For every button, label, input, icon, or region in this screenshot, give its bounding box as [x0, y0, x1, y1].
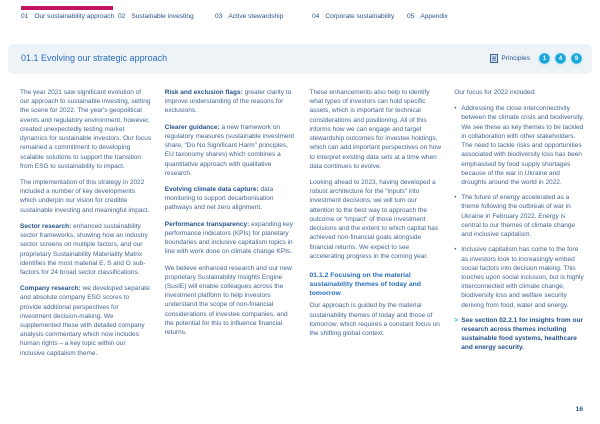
paragraph — [20, 284, 152, 358]
paragraph-text: a new framework on regulatory measures (sustainable investment share, “Do No Significant Harm” principles, EU taxonomy shares) which combines a quantitative approach with qualitative research. — [164, 123, 295, 177]
nav-item-sustainable-investing[interactable] — [118, 13, 194, 20]
nav-item-label: Corporate sustainability — [325, 13, 395, 20]
paragraph-text: The year 2021 saw significant evolution of our approach to sustainable investing, setting the scene for 2022. The year's geopolitical events and regulatory environment, however, created unexpectedly testing market dynamics for sustainable investors. Our focus remained a commitment to developing scalable solutions to support the transition from ESG to sustainability to impact. — [20, 89, 152, 170]
list-item-text: Inclusive capitalism has come to the fore as investors look to increasingly embed social factors into decision making. This touches upon social inclusion, but is highly interconnected with climate change, biodiversity loss and welfare security deriving from food, water and energy. — [461, 246, 584, 309]
section-header-band — [8, 44, 592, 74]
text-column-1 — [20, 88, 152, 365]
focus-list-intro: Our focus for 2022 included: — [454, 89, 536, 96]
paragraph-lead: Company research: — [20, 285, 81, 293]
nav-item-label: Appendix — [420, 13, 448, 20]
text-column-4 — [454, 88, 586, 365]
paragraph-lead: Risk and exclusion flags: — [164, 89, 243, 96]
nav-item-corporate-sustainability[interactable] — [312, 13, 394, 20]
bullet-icon: • — [454, 105, 457, 113]
paragraph-text: Our approach is guided by the material sustainability themes of today and those of tomorrow, which requires a constant focus on the shifting global context. — [309, 302, 440, 338]
nav-item-number: 04 — [312, 13, 320, 20]
paragraph-text: enhanced sustainability sector frameworks, showing how an industry sector screens on multiple factors, and our proprietary Sustainability Materiality Matrix identifies the most material E, S and G sub-factors for 24 broad sector classifications. — [20, 222, 148, 276]
nav-item-number: 02 — [118, 13, 126, 20]
paragraph — [165, 88, 297, 116]
paragraph-lead: Sector research: — [20, 222, 72, 230]
principles-group — [490, 52, 583, 65]
paragraph — [310, 178, 442, 261]
nav-item-label: Sustainable investing — [131, 13, 194, 20]
paragraph — [20, 222, 152, 277]
paragraph-text: The implementation of this strategy in 2022 included a number of key developments which underpin our vision for credible sustainable investing and meaningful impact. — [20, 178, 150, 214]
nav-item-label: Our sustainability approach — [34, 13, 115, 20]
paragraph-text: data monitoring to support decarbonisation pathways and net zero alignment. — [164, 185, 274, 212]
list-item — [454, 193, 586, 239]
paragraph-text: greater clarity to improve understanding of the reasons for exclusions. — [164, 89, 292, 115]
bullet-icon: • — [454, 194, 457, 202]
top-navigation — [0, 0, 600, 30]
paragraph — [310, 301, 442, 338]
paragraph-text: Looking ahead to 2023, having developed a robust architecture for the “inputs” into investment decisions, we will turn our attention to the best way to approach the outcome or “impact” of those investment decisions and the extent to which capital has achieved non-financial goals alongside financial returns. We expect to see accelerating progress in the coming year. — [309, 178, 439, 260]
nav-item-active-stewardship[interactable] — [215, 13, 283, 20]
list-item — [454, 245, 586, 310]
paragraph-lead: Evolving climate data capture: — [164, 185, 259, 193]
content-columns — [20, 88, 586, 365]
paragraph-lead: Performance transparency: — [164, 220, 250, 228]
paragraph — [20, 88, 152, 171]
paragraph-lead: Clearer guidance: — [164, 123, 220, 131]
principles-label: Principles — [501, 55, 530, 62]
principle-badge-9[interactable]: 9 — [570, 52, 583, 65]
list-item-text: Addressing the close interconnectivity between the climate crisis and biodiversity. We see these as key themes to be tackled in collaboration with other stakeholders. The need to tackle risks and opportunities associated with biodiversity loss has been emphasised by food supply shortages because of the war in Ukraine and droughts around the world in 2022. — [461, 105, 584, 186]
paragraph — [165, 264, 297, 338]
principle-badge-4[interactable]: 4 — [554, 52, 567, 65]
subsection-heading: 01.1.2 Focusing on the material sustainability themes of today and tomorrow — [309, 271, 421, 298]
nav-item-label: Active stewardship — [228, 13, 284, 20]
chevron-right-icon: > — [454, 316, 459, 324]
principles-document-icon — [490, 54, 498, 63]
paragraph-text: we developed separate and absolute company ESG scores to provide additional perspectives for investment decision-making. We supplemented these with detailed company analysis commentary which now includes human rights – a key topic within our inclusive capitalism theme. — [20, 285, 150, 357]
paragraph — [20, 178, 152, 215]
list-item — [454, 104, 586, 187]
bullet-icon: • — [454, 246, 457, 254]
page-number: 16 — [575, 406, 583, 413]
paragraph-text: expanding key performance indicators (KPIs) for planetary boundaries and inclusive capitalism topics in line with work done on climate change KPIs. — [164, 220, 294, 256]
nav-item-our-sustainability-approach[interactable] — [21, 13, 114, 20]
nav-item-number: 05 — [407, 13, 415, 20]
nav-item-number: 03 — [215, 13, 223, 20]
paragraph — [310, 88, 442, 171]
active-tab-accent-bar — [21, 6, 113, 10]
text-column-3 — [310, 88, 442, 365]
see-section-link[interactable] — [454, 316, 586, 353]
nav-item-appendix[interactable] — [407, 13, 448, 20]
list-item-text: The future of energy accelerated as a theme following the outbreak of war in Ukraine in February 2022. Energy is central to our themes of climate change and inclusive capitalism. — [461, 194, 576, 239]
paragraph — [165, 185, 297, 213]
paragraph-text: We believe enhanced research and our new proprietary Sustainability Insights Engine (SusIE) will enable colleagues across the investment platform to help investors understand the scope of non-financial considerations of investee companies, and the potential for this to influence financial returns. — [164, 264, 292, 337]
nav-item-number: 01 — [21, 13, 29, 20]
page-title: 01.1 Evolving our strategic approach — [21, 53, 168, 63]
paragraph-text: These enhancements also help to identify what types of investors can hold specific assets, which is important for technical considerations and positioning. All of this informs how we can engage and target stewardship outcomes for investee holdings, which can add important perspectives on how to interpret existing data sets at a time when data continues to evolve. — [309, 89, 442, 170]
see-section-link-text: See section 02.2.1 for insights from our research across themes including sustainable food systems, healthcare and energy security. — [461, 316, 583, 352]
text-column-2 — [165, 88, 297, 365]
paragraph — [165, 123, 297, 178]
principle-badge-1[interactable]: 1 — [538, 52, 551, 65]
paragraph — [165, 220, 297, 257]
